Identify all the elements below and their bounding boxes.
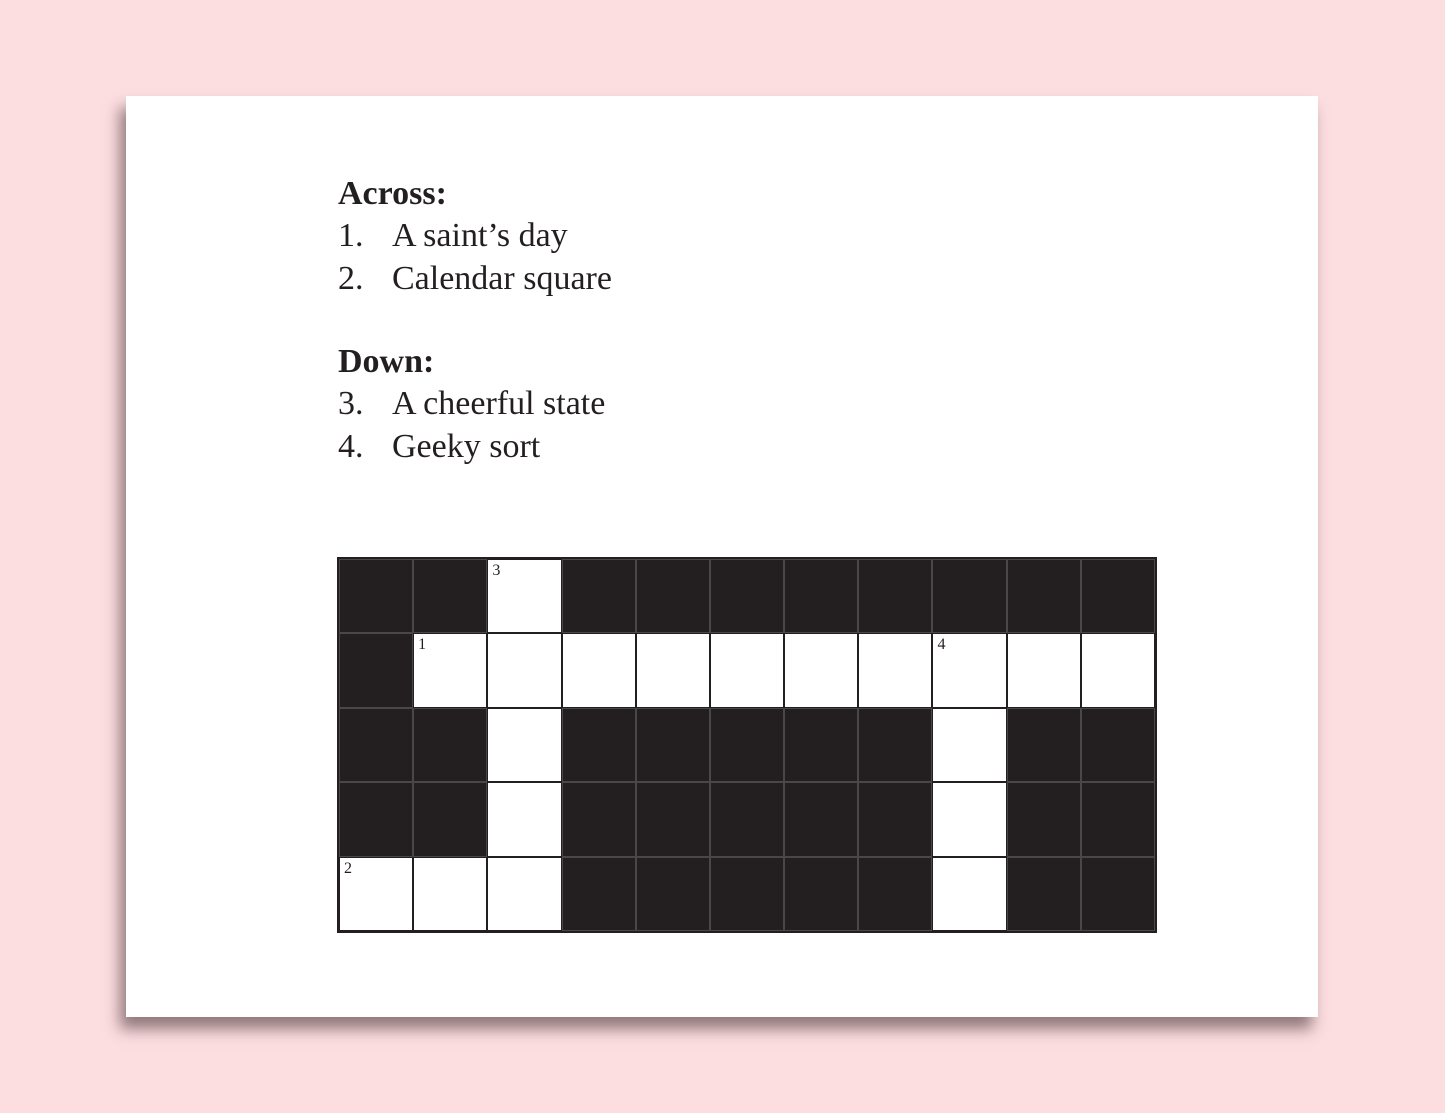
across-clue [338,214,612,257]
puzzle-sheet [126,96,1318,1017]
answer-cell[interactable] [487,708,561,782]
blocked-cell [710,857,784,931]
across-clue [338,257,612,300]
answer-cell[interactable] [1081,633,1155,707]
down-clue [338,382,612,425]
blocked-cell [1081,782,1155,856]
answer-cell[interactable] [562,633,636,707]
blocked-cell [1007,782,1081,856]
blocked-cell [1081,559,1155,633]
down-clue [338,425,612,468]
blocked-cell [413,782,487,856]
blocked-cell [858,782,932,856]
clue-number: 4. [338,428,364,465]
blocked-cell [339,782,413,856]
answer-cell[interactable] [784,633,858,707]
blocked-cell [784,857,858,931]
blocked-cell [1007,559,1081,633]
blocked-cell [784,708,858,782]
clue-number: 3. [338,385,364,422]
section-spacer [338,300,612,342]
answer-cell[interactable] [710,633,784,707]
across-clue-list [338,214,612,300]
cell-clue-number: 3 [492,562,501,579]
blocked-cell [636,559,710,633]
clue-text: Geeky sort [392,428,541,465]
down-heading: Down: [338,343,435,380]
blocked-cell [1081,708,1155,782]
blocked-cell [413,708,487,782]
answer-cell[interactable] [413,633,487,707]
blocked-cell [339,708,413,782]
blocked-cell [710,782,784,856]
blocked-cell [858,559,932,633]
clue-number: 2. [338,260,364,297]
blocked-cell [1081,857,1155,931]
clue-text: A saint’s day [392,217,568,254]
answer-cell[interactable] [858,633,932,707]
cell-clue-number: 2 [344,859,352,877]
blocked-cell [413,559,487,633]
down-clue-list [338,382,612,468]
cell-clue-number: 4 [937,636,946,654]
across-heading: Across: [338,175,447,212]
answer-cell[interactable] [932,782,1006,856]
blocked-cell [1007,857,1081,931]
answer-cell[interactable] [932,633,1006,707]
clue-text: A cheerful state [392,385,606,422]
clue-number: 1. [338,217,364,254]
blocked-cell [784,559,858,633]
blocked-cell [710,708,784,782]
clue-text: Calendar square [392,260,612,297]
blocked-cell [562,559,636,633]
blocked-cell [858,708,932,782]
blocked-cell [562,857,636,931]
blocked-cell [858,857,932,931]
answer-cell[interactable] [487,559,561,633]
blocked-cell [1007,708,1081,782]
clues-panel [338,174,612,468]
answer-cell[interactable] [932,708,1006,782]
blocked-cell [636,782,710,856]
crossword-grid [337,557,1157,933]
answer-cell[interactable] [413,857,487,931]
blocked-cell [339,633,413,707]
answer-cell[interactable] [636,633,710,707]
blocked-cell [784,782,858,856]
blocked-cell [636,708,710,782]
cell-clue-number: 1 [418,636,427,654]
blocked-cell [562,782,636,856]
blocked-cell [932,559,1006,633]
answer-cell[interactable] [932,857,1006,931]
answer-cell[interactable] [487,633,561,707]
answer-cell[interactable] [487,782,561,856]
blocked-cell [339,559,413,633]
blocked-cell [562,708,636,782]
blocked-cell [710,559,784,633]
answer-cell[interactable] [1007,633,1081,707]
answer-cell[interactable] [487,857,561,931]
answer-cell[interactable] [339,857,413,931]
blocked-cell [636,857,710,931]
